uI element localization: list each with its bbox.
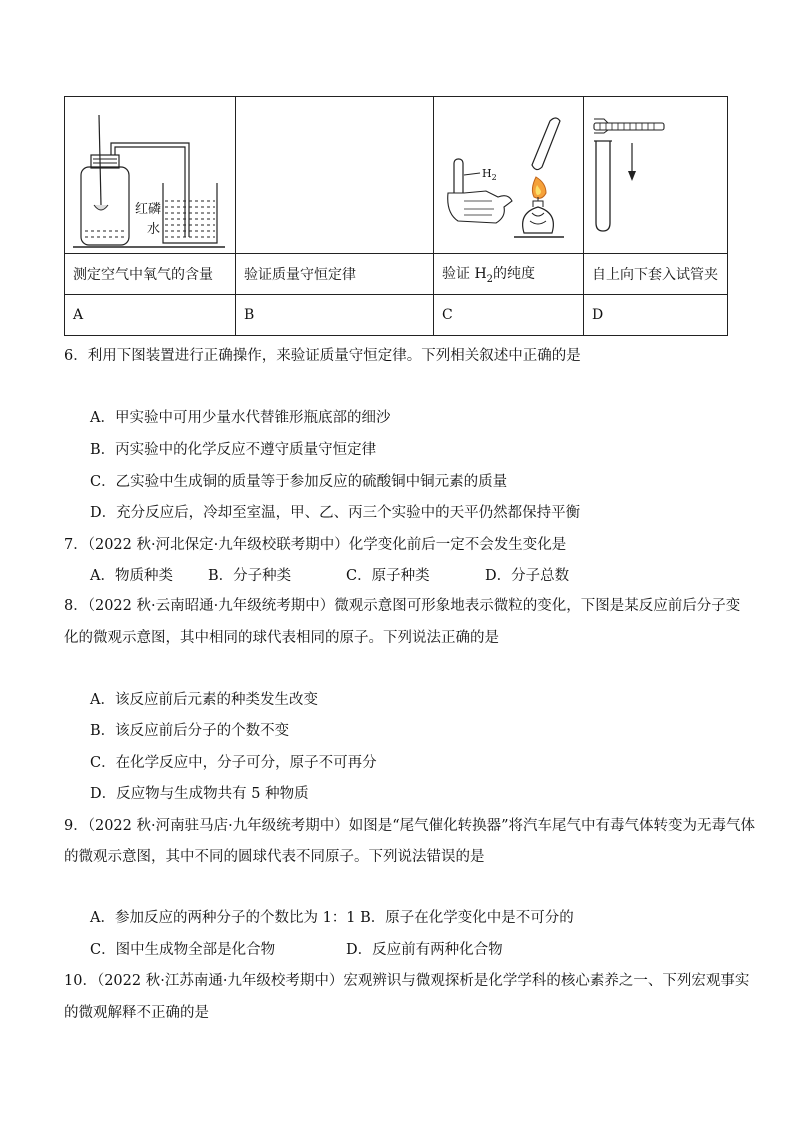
- question-6-stem: 6．利用下图装置进行正确操作，来验证质量守恒定律。下列相关叙述中正确的是: [64, 348, 581, 364]
- cell-label-c: 验证 $H_2$的纯度: [434, 254, 584, 295]
- red-phosphorus-label: 红磷: [135, 202, 162, 217]
- cell-figure-d: [584, 97, 728, 254]
- table-row-images: [65, 97, 728, 254]
- cell-label-b: 验证质量守恒定律: [236, 254, 434, 295]
- question-7-option-b: B．分子种类: [208, 568, 292, 584]
- question-9-options-line-1: A．参加反应的两种分子的个数比为 1：1 B．原子在化学变化中是不可分的: [90, 910, 574, 926]
- table-row-letters: [65, 295, 728, 336]
- question-9-stem-line-2: 的微观示意图，其中不同的圆球代表不同原子。下列说法错误的是: [64, 849, 485, 865]
- options-table: [64, 96, 728, 336]
- question-8-stem-line-2: 化的微观示意图，其中相同的球代表相同的原子。下列说法正确的是: [64, 630, 499, 646]
- question-9-option-c: C．图中生成物全部是化合物: [90, 942, 276, 958]
- cell-figure-b-empty: [236, 97, 434, 254]
- question-8-option-b: B．该反应前后分子的个数不变: [90, 723, 290, 739]
- question-8-stem-line-1: 8．（2022 秋·云南昭通·九年级统考期中）微观示意图可形象地表示微粒的变化，下图是某反应前后分子变: [64, 598, 741, 614]
- question-9-option-d: D．反应前有两种化合物: [346, 942, 503, 958]
- question-10-stem-line-2: 的微观解释不正确的是: [64, 1005, 209, 1021]
- question-6-option-c: C．乙实验中生成铜的质量等于参加反应的硫酸铜中铜元素的质量: [90, 474, 508, 490]
- question-9-options-line-2: [90, 938, 503, 959]
- cell-label-a: 测定空气中氧气的含量: [65, 254, 236, 295]
- cell-label-d: 自上向下套入试管夹: [584, 254, 728, 295]
- cell-letter-b: B: [236, 295, 434, 336]
- cell-figure-c: [434, 97, 584, 254]
- hydrogen-purity-test-figure: [434, 97, 584, 253]
- cell-letter-a: A: [65, 295, 236, 336]
- table-row-labels: [65, 254, 728, 295]
- cell-figure-a: [65, 97, 236, 254]
- question-7-stem: 7．（2022 秋·河北保定·九年级校联考期中）化学变化前后一定不会发生变化是: [64, 537, 567, 553]
- question-7-option-d: D．分子总数: [485, 568, 570, 584]
- h2-label: $H_2$: [482, 167, 497, 182]
- question-9-stem-line-1: 9．（2022 秋·河南驻马店·九年级统考期中）如图是“尾气催化转换器”将汽车尾气中有毒气体转变为无毒气体: [64, 818, 756, 834]
- test-tube-clamp-figure: [584, 97, 728, 253]
- cell-letter-c: C: [434, 295, 584, 336]
- question-10-stem-line-1: 10．（2022 秋·江苏南通·九年级校考期中）宏观辨识与微观探析是化学学科的核心素养之一、下列宏观事实: [64, 973, 750, 989]
- question-8-option-d: D．反应物与生成物共有 5 种物质: [90, 786, 309, 802]
- question-6-option-d: D．充分反应后，冷却至室温，甲、乙、丙三个实验中的天平仍然都保持平衡: [90, 505, 581, 521]
- question-7-option-c: C．原子种类: [346, 568, 430, 584]
- question-6-option-a: A．甲实验中可用少量水代替锥形瓶底部的细沙: [90, 410, 391, 426]
- question-8-option-a: A．该反应前后元素的种类发生改变: [90, 692, 318, 708]
- question-6-option-b: B．丙实验中的化学反应不遵守质量守恒定律: [90, 442, 377, 458]
- question-7-option-a: A．物质种类: [90, 568, 173, 584]
- question-7-options: [90, 564, 569, 585]
- water-label: 水: [147, 222, 161, 237]
- cell-letter-d: D: [584, 295, 728, 336]
- oxygen-content-apparatus-figure: [65, 97, 236, 253]
- question-8-option-c: C．在化学反应中，分子可分，原子不可再分: [90, 755, 377, 771]
